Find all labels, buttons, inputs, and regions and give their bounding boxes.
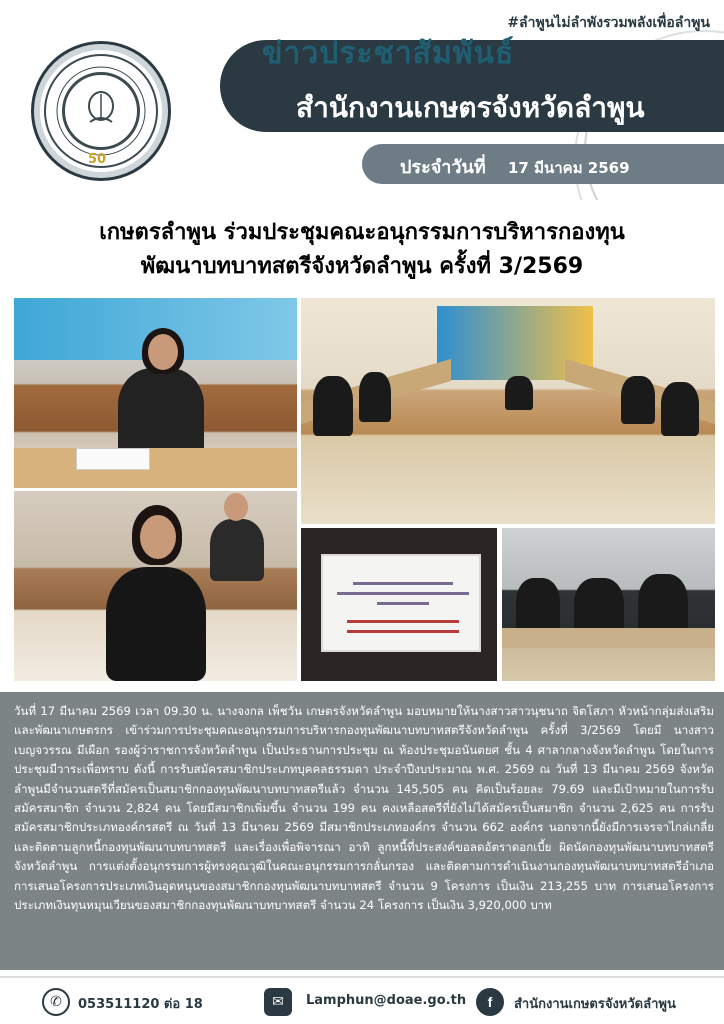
- photo-participant: [14, 491, 297, 681]
- photo-screen: [321, 554, 481, 652]
- date-value: 17 มีนาคม 2569: [508, 159, 630, 177]
- department-logo: [34, 44, 168, 178]
- body-text: วันที่ 17 มีนาคม 2569 เวลา 09.30 น. นางจงกล เพ็ชวัน เกษตรจังหวัดลำพูน มอบหมายให้นางสาวสาวนุชนาถ จิตโสภา หัวหน้ากลุ่มส่งเสริมและพัฒนาเกษตรกร เข้าร่วมการประชุมคณะอนุกรรมการบริหารกองทุนพัฒนาบทบาทสตรีจังหวัดลำพูน ครั้งที่ 3/2569 โดยมี นางสาวเบญจวรรณ มีเผือก รองผู้ว่าราชการจังหวัดลำพูน เป็นประธานการประชุม ณ ห้องประชุมอนันตยศ ชั้น 4 ศาลากลางจังหวัดลำพูน โดยในการประชุมมีวาระเพื่อทราบ ดังนี้ การรับสมัครสมาชิกประเภทบุคคลธรรมดา ประจำปีงบประมาณ พ.ศ. 2569 ณ วันที่ 13 มีนาคม 2569 จังหวัดลำพูนมีจำนวนสตรีที่สมัครเป็นสมาชิกกองทุนพัฒนาบทบาทสตรีแล้ว จำนวน 145,505 คน คิดเป็นร้อยละ 79.69 และมีเป้าหมายในการรับสมัครสมาชิก จำนวน 2,824 คน โดยมีสมาชิกเพิ่มขึ้น จำนวน 199 คน คงเหลือสตรีที่ยังไม่ได้สมัครเป็นสมาชิก จำนวน 2,625 คน การรับสมัครสมาชิกประเภทองค์กรสตรี ณ วันที่ 13 มีนาคม 2569 มีสมาชิกประเภทองค์กร จำนวน 662 องค์กร นอกจากนี้ยังมีการเจรจาไกล่เกลี่ยและติดตามลูกหนี้กองทุนพัฒนาบทบาทสตรี และเรื่องเพื่อพิจารณา อาทิ ลูกหนี้ที่ประสงค์ขอลดอัตราดอกเบี้ย ผิดนัดกองทุนพัฒนาบทบาทสตรีจังหวัดลำพูน การแต่งตั้งอนุกรรมการผู้ทรงคุณวุฒิในคณะอนุกรรมการกลั่นกรอง และติดตามการดำเนินงานกองทุนพัฒนาบทบาทสตรีอำเภอ การเสนอโครงการประเภทเงินอุดหนุนของสมาชิกกองทุนพัฒนาบทบาทสตรี จำนวน 9 โครงการ เป็นเงิน 213,255 บาท การเสนอโครงการประเภทเงินทุนหมุนเวียนของสมาชิกกองทุนพัฒนาบทบาทสตรี จำนวน 24 โครงการ เป็นเงิน 3,920,000 บาท: [14, 704, 714, 913]
- logo-emblem: [78, 86, 124, 132]
- photo-nameplate: [76, 448, 150, 470]
- photo-chairwoman: [14, 298, 297, 488]
- screen-text-line: [347, 630, 459, 633]
- email-icon: ✉: [264, 988, 292, 1016]
- photo-attendee-face: [224, 493, 248, 521]
- screen-text-line: [347, 620, 459, 623]
- facebook-icon: f: [476, 988, 504, 1016]
- screen-text-line: [353, 582, 453, 585]
- photo-table: [502, 628, 715, 648]
- photo-meeting-room: [301, 298, 715, 524]
- facebook-page[interactable]: สำนักงานเกษตรจังหวัดลำพูน: [514, 997, 676, 1012]
- logo-anniversary-badge: 50: [88, 152, 107, 167]
- photo-attendee: [210, 519, 264, 581]
- header: [0, 0, 724, 200]
- photo-person: [118, 368, 204, 460]
- headline-line-1: เกษตรลำพูน ร่วมประชุมคณะอนุกรรมการบริหารกองทุน: [99, 220, 625, 245]
- date-label: ประจำวันที่: [400, 157, 486, 178]
- photo-presentation-screen: [301, 528, 497, 681]
- photo-person-face: [148, 334, 178, 370]
- photo-table: [14, 448, 297, 488]
- phone-number[interactable]: 053511120 ต่อ 18: [78, 997, 203, 1012]
- photo-attendee: [661, 382, 699, 436]
- hashtag: #ลำพูนไม่ลำพังรวมพลังเพื่อลำพูน: [507, 15, 710, 31]
- screen-text-line: [337, 592, 469, 595]
- email-address[interactable]: Lamphun@doae.go.th: [306, 993, 467, 1008]
- photo-person-face: [140, 515, 176, 559]
- headline-line-2: พัฒนาบทบาทสตรีจังหวัดลำพูน ครั้งที่ 3/2569: [140, 254, 584, 279]
- photo-attendee: [359, 372, 391, 422]
- phone-icon: ✆: [42, 988, 70, 1016]
- photo-person: [106, 567, 206, 681]
- news-title: ข่าวประชาสัมพันธ์: [262, 36, 515, 71]
- photo-attendee: [621, 376, 655, 424]
- photo-attendee: [313, 376, 353, 436]
- headline: [0, 216, 724, 284]
- screen-text-line: [377, 602, 429, 605]
- photo-attendee: [505, 376, 533, 410]
- photo-attendees-table: [502, 528, 715, 681]
- office-title: สำนักงานเกษตรจังหวัดลำพูน: [296, 91, 645, 124]
